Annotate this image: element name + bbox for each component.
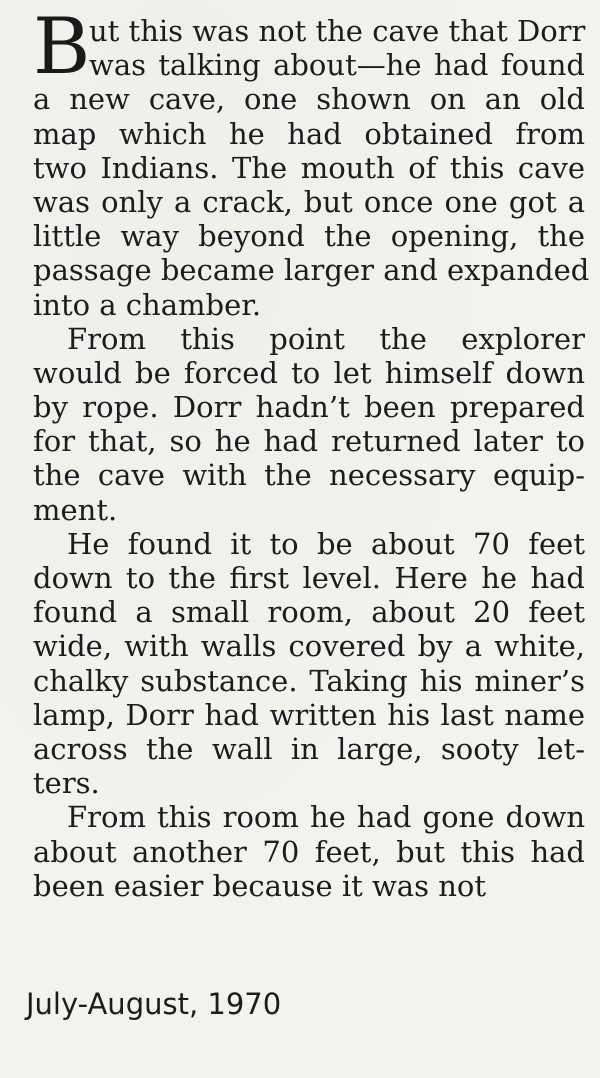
- article-line: found a small room, about 20 feet: [33, 595, 585, 630]
- article-line: into a chamber.: [33, 287, 262, 322]
- article-line: ment.: [33, 492, 118, 527]
- article-line: passage became larger and expanded: [33, 253, 590, 288]
- article-line: down to the first level. Here he had: [33, 561, 585, 595]
- article-line: for that, so he had returned later to: [33, 424, 585, 459]
- article-line: been easier because it was not: [33, 868, 486, 903]
- article-line: was talking about—he had found: [89, 48, 585, 83]
- article-paragraph: [33, 800, 585, 903]
- drop-cap: B: [33, 2, 91, 92]
- article-line: little way beyond the opening, the: [33, 219, 585, 254]
- article-line: across the wall in large, sooty let-: [33, 731, 585, 766]
- article-line: the cave with the necessary equip-: [33, 458, 585, 493]
- article-line: ut this was not the cave that Dorr: [89, 14, 586, 48]
- article-line: lamp, Dorr had written his last name: [33, 697, 585, 732]
- article-line: a new cave, one shown on an old: [33, 82, 585, 117]
- article-line: map which he had obtained from: [33, 116, 585, 151]
- issue-date-footer: July-August, 1970: [26, 987, 282, 1021]
- article-line: He found it to be about 70 feet: [67, 526, 585, 561]
- article-paragraph: [33, 2, 590, 322]
- article-line: would be forced to let himself down: [33, 355, 585, 390]
- article-line: chalky substance. Taking his miner’s: [33, 663, 585, 698]
- article-line: two Indians. The mouth of this cave: [33, 150, 585, 185]
- article-column: [33, 2, 590, 903]
- article-line: by rope. Dorr hadn’t been prepared: [33, 390, 585, 425]
- article-line: about another 70 feet, but this had: [33, 834, 585, 869]
- article-line: wide, with walls covered by a white,: [33, 629, 585, 664]
- article-line: From this point the explorer: [67, 321, 585, 356]
- article-paragraph: [33, 527, 585, 801]
- article-line: was only a crack, but once one got a: [33, 184, 585, 219]
- article-line: ters.: [33, 766, 100, 801]
- article-line: From this room he had gone down: [67, 800, 585, 835]
- article-paragraph: [33, 322, 585, 527]
